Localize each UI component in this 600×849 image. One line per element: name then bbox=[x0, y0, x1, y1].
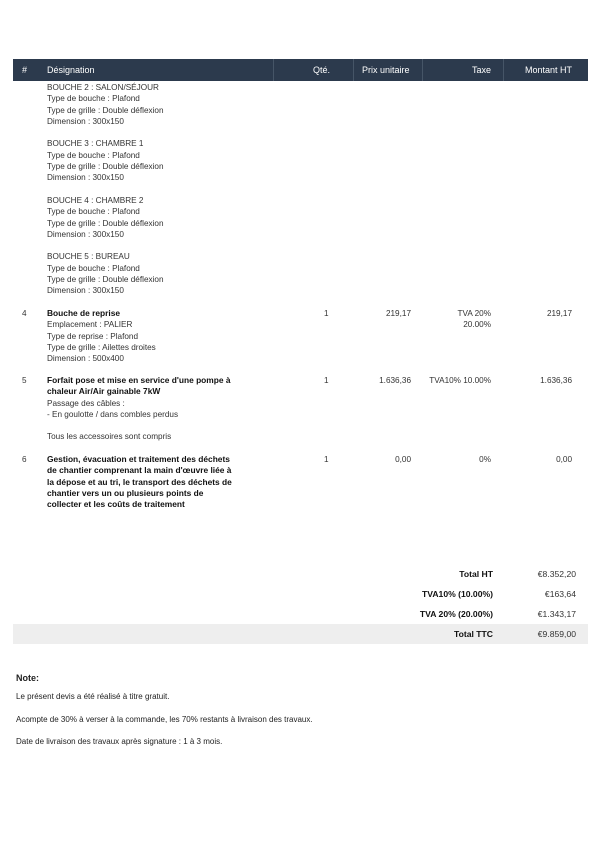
row-tax: 0% bbox=[479, 455, 491, 464]
total-label: Total HT bbox=[459, 569, 493, 579]
desc-line: Type de bouche : Plafond bbox=[47, 263, 140, 273]
item-title: chantier vers un ou plusieurs points de bbox=[47, 487, 204, 498]
note-line: Le présent devis a été réalisé à titre gratuit. bbox=[16, 692, 170, 701]
desc-line: Type de grille : Double déflexion bbox=[47, 162, 164, 172]
item-title: Bouche de reprise bbox=[47, 308, 121, 318]
item-title: la dépose et au tri, le transport des déchets de bbox=[47, 476, 232, 487]
col-unit-price-header: Prix unitaire bbox=[362, 65, 410, 75]
row-tax bbox=[457, 308, 491, 331]
row-qty: 1 bbox=[324, 309, 329, 318]
row-tax: TVA10% 10.00% bbox=[429, 376, 491, 385]
tva20-row bbox=[13, 604, 588, 624]
col-number-header: # bbox=[22, 65, 28, 75]
note-line: Date de livraison des travaux après signature : 1 à 3 mois. bbox=[16, 737, 223, 746]
desc-line: Passage des câbles : bbox=[47, 398, 125, 408]
desc-line: Type de grille : Double déflexion bbox=[47, 218, 164, 228]
bouche-2-group bbox=[47, 82, 164, 127]
row-amount: 219,17 bbox=[546, 309, 572, 318]
desc-line: BOUCHE 3 : CHAMBRE 1 bbox=[47, 139, 144, 149]
note-line: Acompte de 30% à verser à la commande, les 70% restants à livraison des travaux. bbox=[16, 714, 313, 724]
row-qty: 1 bbox=[324, 455, 329, 464]
item-title: Gestion, évacuation et traitement des déchets bbox=[47, 454, 230, 464]
desc-line: Type de reprise : Plafond bbox=[47, 331, 139, 341]
item-title: de chantier comprenant la main d'œuvre liée à bbox=[47, 465, 232, 476]
total-label: TVA10% (10.00%) bbox=[421, 589, 493, 599]
total-label: Total TTC bbox=[454, 629, 493, 639]
desc-line: BOUCHE 5 : BUREAU bbox=[47, 252, 130, 262]
row-unit-price: 219,17 bbox=[385, 309, 411, 318]
row-amount: 1.636,36 bbox=[540, 376, 572, 385]
table-header bbox=[13, 59, 588, 81]
notes-heading: Note: bbox=[16, 673, 39, 683]
item-title: Forfait pose et mise en service d'une pompe à bbox=[47, 375, 231, 385]
bouche-4-group bbox=[47, 195, 164, 240]
row-qty: 1 bbox=[324, 376, 329, 385]
col-tax-header: Taxe bbox=[471, 65, 491, 75]
total-label: TVA 20% (20.00%) bbox=[419, 609, 493, 619]
row-designation bbox=[47, 454, 232, 510]
row-unit-price: 0,00 bbox=[395, 455, 411, 464]
bouche-5-group bbox=[47, 251, 164, 296]
total-ht-row bbox=[13, 564, 588, 584]
row-number: 4 bbox=[22, 309, 27, 318]
desc-line: Dimension : 300x150 bbox=[47, 229, 124, 239]
item-continuation bbox=[47, 82, 164, 297]
tax-rate: TVA 20% bbox=[457, 309, 491, 318]
item-title: chaleur Air/Air gainable 7kW bbox=[47, 386, 161, 397]
desc-line: BOUCHE 2 : SALON/SÉJOUR bbox=[47, 83, 159, 92]
desc-line: Type de bouche : Plafond bbox=[47, 94, 140, 104]
desc-line: Type de grille : Double déflexion bbox=[47, 275, 164, 285]
total-value: €163,64 bbox=[544, 589, 576, 599]
desc-line: Dimension : 300x150 bbox=[47, 116, 124, 126]
total-ttc-row bbox=[13, 624, 588, 644]
bouche-3-group bbox=[47, 138, 164, 183]
row-designation bbox=[47, 308, 156, 364]
desc-line: Type de bouche : Plafond bbox=[47, 207, 140, 217]
quote-page bbox=[13, 0, 588, 849]
desc-line: - En goulotte / dans combles perdus bbox=[47, 409, 179, 419]
desc-line: Type de grille : Ailettes droites bbox=[47, 342, 156, 352]
notes-section bbox=[16, 673, 313, 760]
tax-percent: 20.00% bbox=[463, 320, 491, 330]
desc-line: Emplacement : PALIER bbox=[47, 320, 133, 330]
desc-line: Tous les accessoires sont compris bbox=[47, 432, 172, 442]
desc-line: Dimension : 300x150 bbox=[47, 173, 124, 183]
total-value: €9.859,00 bbox=[537, 629, 576, 639]
col-qty-header: Qté. bbox=[313, 65, 331, 75]
desc-line: Type de bouche : Plafond bbox=[47, 150, 140, 160]
col-amount-header: Montant HT bbox=[524, 65, 572, 75]
item-title: collecter et les coûts de traitement bbox=[47, 499, 185, 510]
desc-line: BOUCHE 4 : CHAMBRE 2 bbox=[47, 195, 144, 205]
desc-line bbox=[47, 420, 231, 431]
row-unit-price: 1.636,36 bbox=[379, 376, 411, 385]
desc-line: Dimension : 500x400 bbox=[47, 354, 124, 364]
total-value: €1.343,17 bbox=[537, 609, 576, 619]
col-designation-header: Désignation bbox=[47, 65, 95, 75]
row-designation bbox=[47, 375, 231, 443]
row-amount: 0,00 bbox=[556, 455, 572, 464]
desc-line: Dimension : 300x150 bbox=[47, 286, 124, 296]
row-number: 5 bbox=[22, 376, 27, 385]
desc-line: Type de grille : Double déflexion bbox=[47, 105, 164, 115]
row-number: 6 bbox=[22, 455, 27, 464]
tva10-row bbox=[13, 584, 588, 604]
total-value: €8.352,20 bbox=[537, 569, 576, 579]
